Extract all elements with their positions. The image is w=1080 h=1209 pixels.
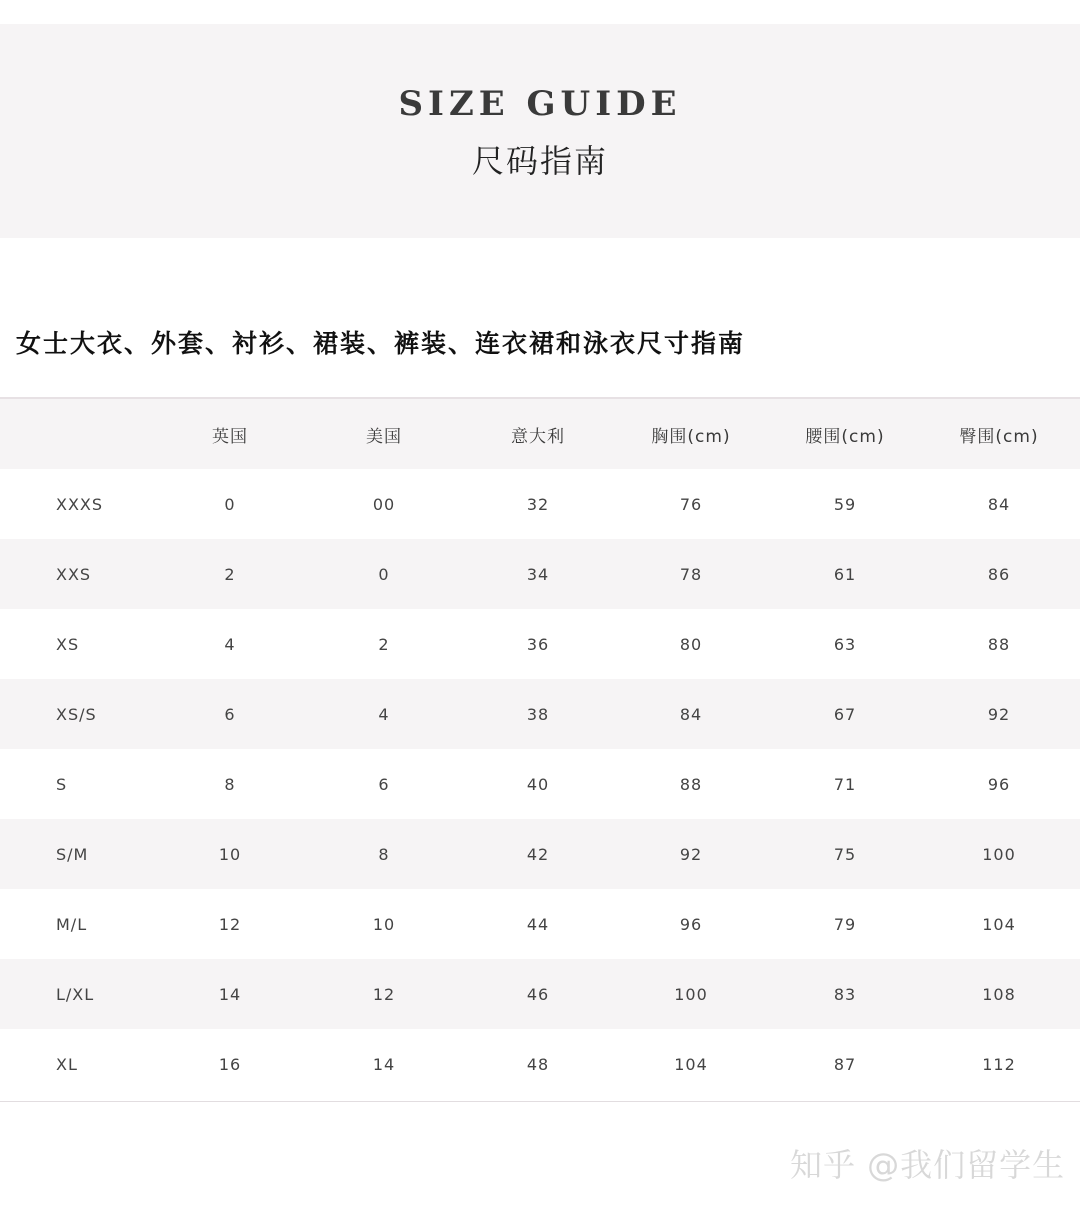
cell-italy: 38 <box>526 704 550 724</box>
cell-bust: 76 <box>679 494 703 514</box>
cell-size: L/XL <box>56 984 95 1004</box>
cell-waist: 67 <box>833 704 857 724</box>
page-subtitle: 尺码指南 <box>471 142 608 180</box>
cell-waist: 75 <box>833 844 857 864</box>
table-row <box>0 539 1080 609</box>
section-heading: 女士大衣、外套、衬衫、裙装、裤装、连衣裙和泳衣尺寸指南 <box>16 329 746 358</box>
table-row <box>0 1029 1080 1099</box>
cell-bust: 88 <box>679 774 703 794</box>
header-uk: 英国 <box>212 426 248 447</box>
cell-size: XS/S <box>56 704 97 724</box>
cell-bust: 100 <box>674 984 708 1004</box>
table-header-row <box>0 399 1080 469</box>
cell-bust: 84 <box>679 704 703 724</box>
cell-uk: 6 <box>224 704 236 724</box>
table-bottom-divider <box>0 1101 1080 1102</box>
cell-bust: 92 <box>679 844 703 864</box>
cell-uk: 16 <box>218 1054 242 1074</box>
cell-us: 00 <box>372 494 396 514</box>
table-row <box>0 889 1080 959</box>
cell-us: 0 <box>378 564 390 584</box>
size-guide-banner <box>0 24 1080 238</box>
header-us: 美国 <box>366 426 402 447</box>
cell-italy: 32 <box>526 494 550 514</box>
cell-uk: 8 <box>224 774 236 794</box>
cell-us: 12 <box>372 984 396 1004</box>
cell-uk: 2 <box>224 564 236 584</box>
cell-italy: 48 <box>526 1054 550 1074</box>
cell-us: 10 <box>372 914 396 934</box>
table-row <box>0 469 1080 539</box>
cell-size: XL <box>56 1054 78 1074</box>
cell-italy: 42 <box>526 844 550 864</box>
cell-hip: 92 <box>987 704 1011 724</box>
cell-uk: 10 <box>218 844 242 864</box>
cell-size: S/M <box>56 844 89 864</box>
cell-uk: 14 <box>218 984 242 1004</box>
cell-size: M/L <box>56 914 88 934</box>
table-row <box>0 679 1080 749</box>
header-size <box>56 399 176 469</box>
watermark-text: 知乎 @我们留学生 <box>790 1146 1066 1184</box>
cell-size: XXXS <box>56 494 104 514</box>
cell-us: 14 <box>372 1054 396 1074</box>
table-row <box>0 959 1080 1029</box>
cell-waist: 79 <box>833 914 857 934</box>
cell-bust: 80 <box>679 634 703 654</box>
cell-italy: 44 <box>526 914 550 934</box>
cell-bust: 104 <box>674 1054 708 1074</box>
cell-hip: 104 <box>982 914 1016 934</box>
cell-bust: 78 <box>679 564 703 584</box>
header-hip: 臀围(cm) <box>959 426 1039 447</box>
table-row <box>0 749 1080 819</box>
cell-uk: 4 <box>224 634 236 654</box>
cell-waist: 63 <box>833 634 857 654</box>
cell-size: XS <box>56 634 80 654</box>
header-bust: 胸围(cm) <box>651 426 731 447</box>
cell-us: 6 <box>378 774 390 794</box>
header-italy: 意大利 <box>511 426 565 447</box>
cell-waist: 71 <box>833 774 857 794</box>
cell-waist: 59 <box>833 494 857 514</box>
header-waist: 腰围(cm) <box>805 426 885 447</box>
cell-hip: 86 <box>987 564 1011 584</box>
cell-size: S <box>56 774 68 794</box>
cell-hip: 108 <box>982 984 1016 1004</box>
cell-waist: 61 <box>833 564 857 584</box>
cell-hip: 112 <box>982 1054 1016 1074</box>
cell-hip: 96 <box>987 774 1011 794</box>
cell-hip: 84 <box>987 494 1011 514</box>
cell-italy: 34 <box>526 564 550 584</box>
cell-us: 8 <box>378 844 390 864</box>
cell-uk: 12 <box>218 914 242 934</box>
cell-waist: 83 <box>833 984 857 1004</box>
cell-italy: 40 <box>526 774 550 794</box>
size-table <box>0 399 1080 1099</box>
cell-hip: 88 <box>987 634 1011 654</box>
cell-waist: 87 <box>833 1054 857 1074</box>
cell-uk: 0 <box>224 494 236 514</box>
cell-bust: 96 <box>679 914 703 934</box>
table-row <box>0 609 1080 679</box>
page-title: SIZE GUIDE <box>398 84 682 124</box>
cell-italy: 36 <box>526 634 550 654</box>
cell-us: 4 <box>378 704 390 724</box>
cell-italy: 46 <box>526 984 550 1004</box>
cell-hip: 100 <box>982 844 1016 864</box>
cell-size: XXS <box>56 564 92 584</box>
table-row <box>0 819 1080 889</box>
cell-us: 2 <box>378 634 390 654</box>
